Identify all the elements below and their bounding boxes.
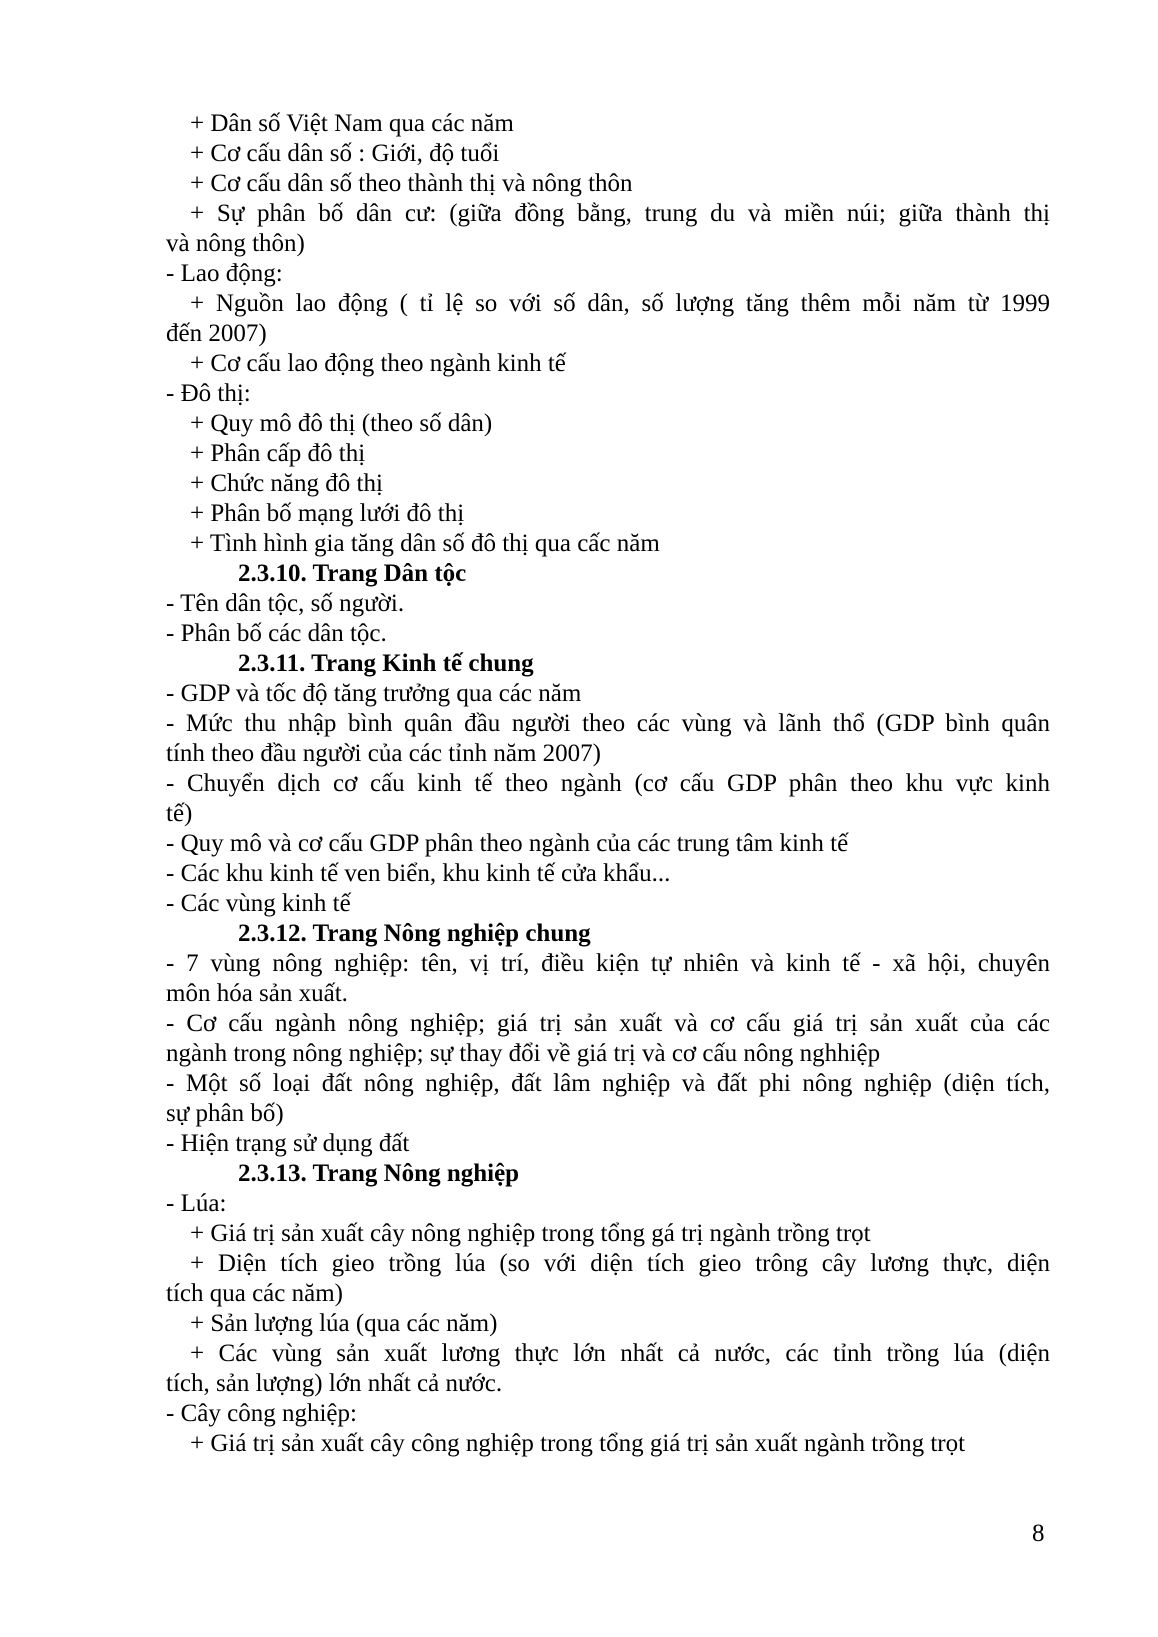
text-line: - GDP và tốc độ tăng trưởng qua các năm [166, 680, 582, 707]
page-number: 8 [1032, 1520, 1045, 1547]
text-line: và nông thôn) [166, 230, 305, 257]
text-line: tích, sản lượng) lớn nhất cả nước. [166, 1370, 503, 1397]
text-line: ngành trong nông nghiệp; sự thay đổi về giá trị và cơ cấu nông nghhiệp [166, 1040, 881, 1067]
text-line: - Quy mô và cơ cấu GDP phân theo ngành của các trung tâm kinh tế [166, 830, 849, 857]
text-line: - Chuyển dịch cơ cấu kinh tế theo ngành (cơ cấu GDP phân theo khu vực kinh [166, 770, 1050, 797]
text-line: - Các vùng kinh tế [166, 890, 351, 917]
text-line: - Cây công nghiệp: [166, 1400, 357, 1427]
text-line: + Tình hình gia tăng dân số đô thị qua cấc năm [190, 530, 660, 557]
text-line: - Lúa: [166, 1190, 227, 1217]
text-line: sự phân bố) [166, 1100, 284, 1127]
section-heading: 2.3.10. Trang Dân tộc [238, 560, 467, 587]
text-line: + Cơ cấu lao động theo ngành kinh tế [190, 350, 566, 377]
text-line: - Tên dân tộc, số người. [166, 590, 405, 617]
text-line: tích qua các năm) [166, 1280, 343, 1307]
text-line: - Một số loại đất nông nghiệp, đất lâm nghiệp và đất phi nông nghiệp (diện tích, [166, 1070, 1050, 1097]
text-line: + Dân số Việt Nam qua các năm [190, 110, 514, 137]
text-line: + Phân cấp đô thị [190, 440, 366, 467]
section-heading: 2.3.13. Trang Nông nghiệp [238, 1160, 520, 1187]
text-line: + Quy mô đô thị (theo số dân) [190, 410, 493, 437]
text-line: - Mức thu nhập bình quân đầu người theo các vùng và lãnh thổ (GDP bình quân [166, 710, 1050, 737]
text-line: - Lao động: [166, 260, 283, 287]
section-heading: 2.3.12. Trang Nông nghiệp chung [238, 920, 591, 947]
text-line: - Cơ cấu ngành nông nghiệp; giá trị sản xuất và cơ cấu giá trị sản xuất của các [166, 1010, 1050, 1037]
text-line: môn hóa sản xuất. [166, 980, 348, 1007]
text-line: + Cơ cấu dân số : Giới, độ tuổi [190, 140, 500, 167]
section-heading: 2.3.11. Trang Kinh tế chung [238, 650, 534, 677]
text-line: + Phân bố mạng lưới đô thị [190, 500, 465, 527]
text-line: tính theo đầu người của các tỉnh năm 2007) [166, 740, 601, 767]
text-line: + Giá trị sản xuất cây nông nghiệp trong tổng gá trị ngành trồng trọt [190, 1220, 871, 1247]
text-line: + Các vùng sản xuất lương thực lớn nhất cả nước, các tỉnh trồng lúa (diện [190, 1340, 1050, 1367]
text-line: - Phân bố các dân tộc. [166, 620, 387, 647]
text-line: - Hiện trạng sử dụng đất [166, 1130, 410, 1157]
document-body [166, 109, 1050, 1459]
text-line: + Sản lượng lúa (qua các năm) [190, 1310, 498, 1337]
text-line: tế) [166, 800, 193, 827]
text-line: + Cơ cấu dân số theo thành thị và nông thôn [190, 170, 633, 197]
text-line: + Diện tích gieo trồng lúa (so với diện tích gieo trông cây lương thực, diện [190, 1250, 1050, 1277]
text-line: + Sự phân bố dân cư: (giữa đồng bằng, trung du và miền núi; giữa thành thị [190, 200, 1050, 227]
text-line: + Nguồn lao động ( tỉ lệ so với số dân, số lượng tăng thêm mỗi năm từ 1999 [190, 290, 1050, 317]
text-line: + Chức năng đô thị [190, 470, 383, 497]
text-line: - Các khu kinh tế ven biển, khu kinh tế cửa khẩu... [166, 860, 671, 887]
text-line: + Giá trị sản xuất cây công nghiệp trong tổng giá trị sản xuất ngành trồng trọt [190, 1430, 966, 1457]
text-line: - Đô thị: [166, 380, 251, 407]
text-line: - 7 vùng nông nghiệp: tên, vị trí, điều kiện tự nhiên và kinh tế - xã hội, chuyên [166, 950, 1050, 977]
text-line: đến 2007) [166, 320, 267, 347]
